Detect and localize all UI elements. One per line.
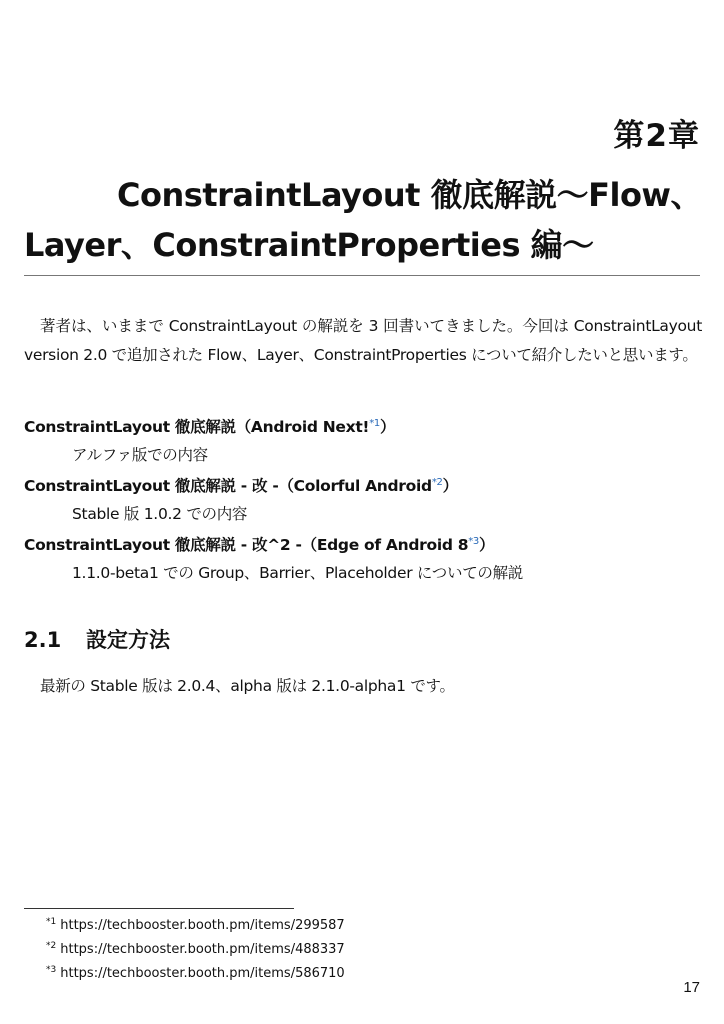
footnote-url[interactable]: https://techbooster.booth.pm/items/299587: [60, 918, 345, 933]
footnote-mark: *3: [46, 965, 57, 975]
footnote-item: [46, 912, 345, 936]
footnote-mark: *2: [46, 941, 57, 951]
reference-term: [24, 528, 702, 559]
reference-term: [24, 469, 702, 500]
section-number: 2.1: [24, 628, 62, 652]
chapter-title-line-1: ConstraintLayout 徹底解説〜Flow、: [117, 176, 702, 214]
reference-description: Stable 版 1.0.2 での内容: [72, 505, 248, 523]
reference-description: 1.1.0-beta1 での Group、Barrier、Placeholder についての解説: [72, 564, 523, 582]
section-body: 最新の Stable 版は 2.0.4、alpha 版は 2.1.0-alpha1 です。: [40, 677, 455, 695]
reference-term-text: ConstraintLayout 徹底解説 - 改^2 -（Edge of Android 8: [24, 536, 469, 554]
footnote-list: [46, 912, 345, 984]
reference-term: [24, 410, 702, 441]
footnote-item: [46, 960, 345, 984]
reference-term-close: ）: [478, 536, 495, 554]
reference-term-close: ）: [442, 477, 458, 495]
reference-term-text: ConstraintLayout 徹底解説 - 改 -（Colorful Android: [24, 477, 432, 495]
footnote-mark: *1: [46, 917, 57, 927]
reference-list: [24, 410, 702, 587]
section-title: 設定方法: [86, 628, 170, 652]
footnote-divider: [24, 908, 294, 909]
footnote-ref-1[interactable]: *1: [369, 418, 380, 429]
footnote-ref-2[interactable]: *2: [431, 477, 443, 488]
footnote-url[interactable]: https://techbooster.booth.pm/items/488337: [60, 942, 345, 957]
chapter-label: 第2章: [613, 118, 700, 154]
footnote-url[interactable]: https://techbooster.booth.pm/items/586710: [60, 966, 345, 981]
page-number: 17: [683, 979, 700, 996]
chapter-title: [24, 170, 702, 270]
reference-description: アルファ版での内容: [72, 446, 208, 464]
title-divider: [24, 275, 700, 276]
intro-paragraph: 著者は、いままで ConstraintLayout の解説を 3 回書いてきました。今回は ConstraintLayout version 2.0 で追加された Flow、Layer、ConstraintProperties について紹介したいと思います。: [24, 317, 702, 364]
section-heading: [24, 624, 170, 654]
footnote-ref-3[interactable]: *3: [468, 536, 479, 547]
footnote-item: [46, 936, 345, 960]
reference-term-close: ）: [379, 418, 396, 436]
reference-term-text: ConstraintLayout 徹底解説（Android Next!: [24, 418, 370, 436]
chapter-title-line-2: Layer、ConstraintProperties 編〜: [24, 226, 594, 264]
